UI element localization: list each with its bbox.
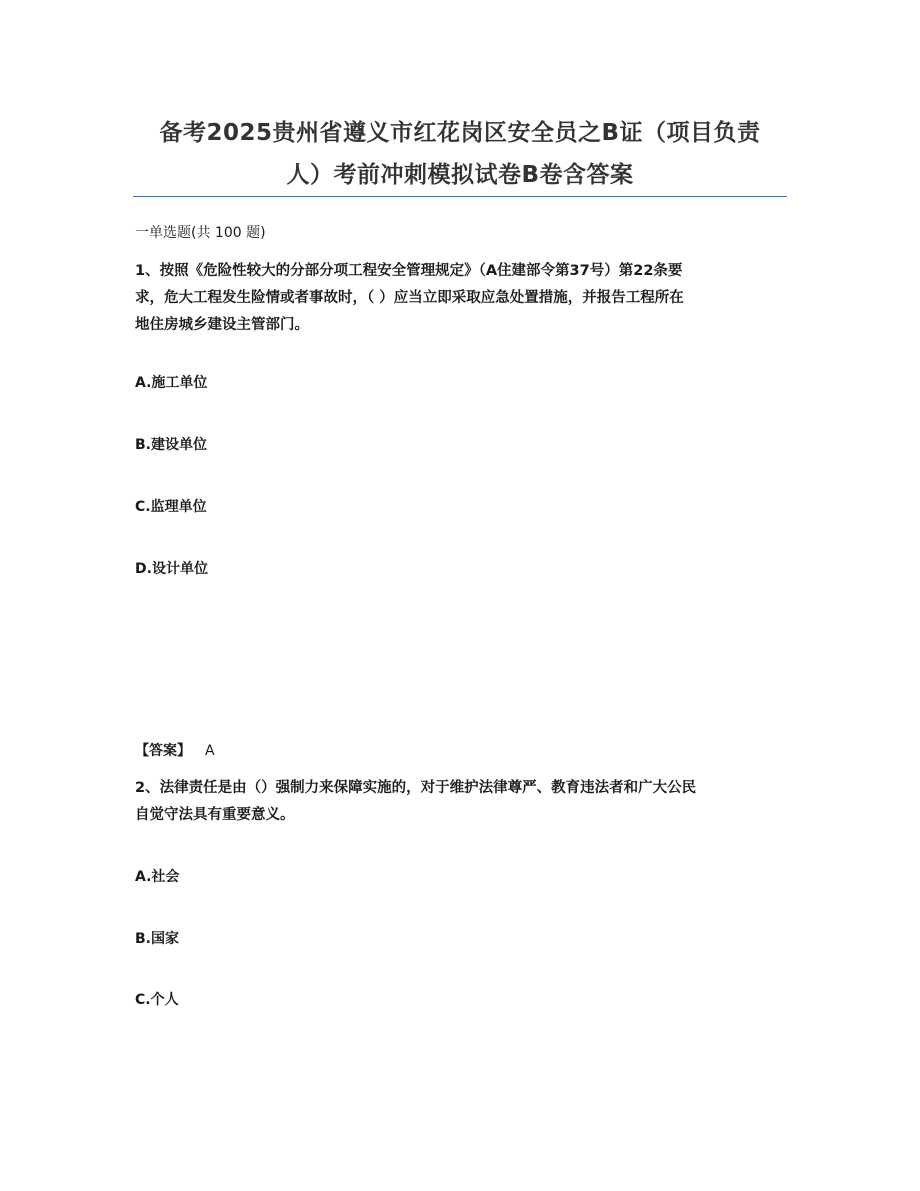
section-header: 一单选题(共 100 题) <box>135 225 266 241</box>
question-1-option-d: D.设计单位 <box>135 561 208 577</box>
question-2-stem-line-2: 自觉守法具有重要意义。 <box>135 807 295 823</box>
question-2-option-c: C.个人 <box>135 992 179 1008</box>
question-1-answer <box>135 740 215 762</box>
answer-value: A <box>205 743 215 759</box>
question-2-stem-line-1: 2、法律责任是由（）强制力来保障实施的，对于维护法律尊严、教育违法者和广大公民 <box>135 780 697 796</box>
question-1-option-a: A.施工单位 <box>135 375 208 391</box>
title-line-1: 备考2025贵州省遵义市红花岗区安全员之B证（项目负责 <box>159 120 761 146</box>
document-title <box>120 112 800 196</box>
answer-label: 【答案】 <box>135 743 191 759</box>
question-1-option-b: B.建设单位 <box>135 437 207 453</box>
question-2-option-a: A.社会 <box>135 869 180 885</box>
question-1-stem-line-2: 求，危大工程发生险情或者事故时，（ ）应当立即采取应急处置措施，并报告工程所在 <box>135 290 684 306</box>
title-line-2: 人）考前冲刺模拟试卷B卷含答案 <box>286 162 634 188</box>
question-1-stem <box>135 258 785 339</box>
question-2-option-b: B.国家 <box>135 931 179 947</box>
title-divider <box>133 196 787 197</box>
question-1-stem-line-3: 地住房城乡建设主管部门。 <box>135 317 309 333</box>
question-1-option-c: C.监理单位 <box>135 499 207 515</box>
question-2-stem <box>135 775 785 829</box>
question-1-stem-line-1: 1、按照《危险性较大的分部分项工程安全管理规定》（A住建部令第37号）第22条要 <box>135 263 683 279</box>
